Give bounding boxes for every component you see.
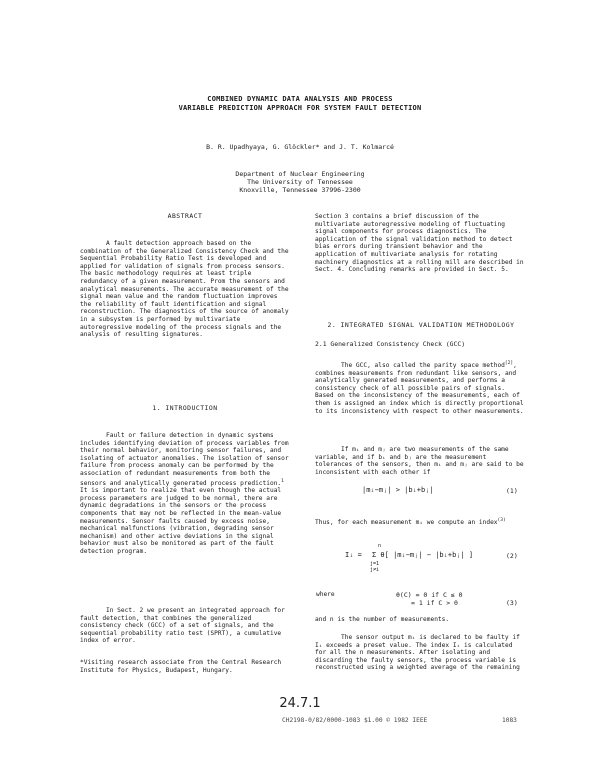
gcc-paragraph-3-block — [315, 517, 527, 527]
equation-2-lhs: Iᵢ = — [345, 551, 362, 559]
gcc-paragraph-4-block — [315, 634, 527, 672]
gcc-paragraph-1 — [315, 360, 527, 415]
gcc-p1-citation: [2] — [504, 361, 514, 366]
section-outline-text: Section 3 contains a brief discussion of the multivariate autoregressive modeling of fluctuating signal components for process diagnostics. The application of the signal validation method to detect bias errors during transient behavior and the application of multivariate analysis for rotating machinery diagnostics at a rolling mill are described in Sect. 4. Concluding remarks are provided in Sect. 5. — [315, 213, 524, 274]
abstract-heading: ABSTRACT — [167, 212, 203, 220]
equation-3-case-2: = 1 if C > 0 — [411, 599, 458, 607]
intro-paragraph-2: In Sect. 2 we present an integrated approach for fault detection, that combines the generalized consistency check (GCC) of a set of signals, and the sequential probability ratio test (SPRT), a cumulative index of error. — [80, 607, 285, 645]
gcc-p1-continued: , combines measurements from redundant like sensors, and analytically generated measurements, and performs a consistency check of all possible pairs of signals. Based on the inconsistency of the measurements, each of them is assigned an index which is directly proportional to its inconsistency with respect to other measurements. — [315, 362, 524, 415]
affiliation-university: The University of Tennessee — [247, 178, 353, 186]
right-column-intro — [315, 213, 527, 274]
after-equation-3-text: and n is the number of measurements. — [315, 616, 450, 623]
folio-number: 1083 — [502, 717, 517, 724]
where-label: where — [316, 591, 335, 598]
after-equation-3-block — [315, 616, 527, 624]
paper-title — [0, 95, 600, 113]
abstract-text: A fault detection approach based on the combination of the Generalized Consistency Check and the Sequential Probability Ratio Test is developed and applied for validation of signals from process sensors. The basic methodology requires at least triple redundancy of a given measurement. Prom the sensors and analytical measurements. The accurate measurement of the signal mean value and the random fluctuation improves the reliability of fault identification and signal reconstruction. The diagnostics of the source of anomaly in a subsystem is performed by multivariate autoregressive modeling of the process signals and the analysis of resulting signatures. — [80, 240, 289, 339]
affiliation-department: Department of Nuclear Engineering — [235, 170, 365, 178]
affiliation-city: Knoxville, Tennessee 37996-2300 — [239, 186, 361, 194]
gcc-p1-text: The GCC, also called the parity space method — [341, 362, 505, 370]
abstract-block — [80, 240, 290, 339]
intro-block-2 — [80, 607, 290, 645]
intro-p1-continued: It is important to realize that even though the actual process parameters are judged to be normal, there are dynamic degradations in the sensors or the process components that may not be reflected in the mean-value measurements. Sensor faults caused by excess noise, mechanical malfunctions (vibration, degrading sensor mechanism) and other active deviations in the signal behavior must also be monitored as part of the fault detection program. — [80, 487, 282, 555]
section-2-1-heading-block — [315, 341, 527, 349]
section-2-heading-block — [315, 322, 527, 330]
gcc-paragraph-3 — [315, 517, 527, 527]
title-line-2: VARIABLE PREDICTION APPROACH FOR SYSTEM FAULT DETECTION — [178, 104, 422, 112]
footnote: *Visiting research associate from the Central Research Institute for Physics, Budapest, Hungary. — [80, 659, 282, 674]
gcc-paragraph-2-block — [315, 446, 527, 476]
intro-block — [80, 432, 290, 556]
section-2-1-heading: 2.1 Generalized Consistency Check (GCC) — [315, 340, 466, 348]
equation-1-number: (1) — [506, 487, 518, 495]
gcc-p3-citation: (3) — [497, 518, 506, 523]
introduction-heading: 1. INTRODUCTION — [152, 404, 218, 412]
equation-3-number: (3) — [506, 599, 518, 607]
gcc-p3-text: Thus, for each measurement mᵢ we compute an index — [315, 519, 498, 527]
page-number: 24.7.1 — [279, 696, 321, 711]
author-list: B. R. Upadhyaya, G. Glöckler* and J. T. Kolmarcé — [206, 143, 394, 151]
gcc-paragraph-4: The sensor output mᵢ is declared to be faulty if Iᵢ exceeds a preset value. The index Iᵢ is calculated for all the n measurements. After isolating and discarding the faulty sensors, the process variable is reconstructed using a weighted average of the remaining — [315, 634, 520, 672]
intro-paragraph-1 — [80, 432, 290, 556]
equation-1: |mᵢ−mⱼ| > |bᵢ+bⱼ| — [362, 486, 434, 494]
section-2-heading: 2. INTEGRATED SIGNAL VALIDATION METHODOLOGY — [327, 321, 515, 329]
equation-2-upper-limit: n — [378, 543, 382, 549]
gcc-paragraph-1-block — [315, 360, 527, 415]
left-column — [80, 213, 290, 221]
intro-p1-citation: 1 — [281, 478, 284, 484]
equation-2-lower-limit: j=1 j≠i — [370, 561, 380, 573]
title-line-1: COMBINED DYNAMIC DATA ANALYSIS AND PROCESS — [207, 95, 393, 103]
intro-heading-block — [80, 405, 290, 413]
affiliation — [0, 170, 600, 194]
equation-2-sum: Σ θ[ |mᵢ−mⱼ| − |bᵢ+bⱼ| ] — [372, 551, 474, 559]
equation-3-case-1: θ(C) = 0 if C ≤ 0 — [396, 591, 463, 599]
gcc-paragraph-2: If mᵢ and mⱼ are two measurements of the same variable, and if bᵢ and bⱼ are the measurement tolerances of the sensors, then mᵢ and mⱼ are said to be inconsistent with each other if — [315, 446, 524, 476]
equation-2-number: (2) — [506, 552, 518, 560]
intro-p1-text: Fault or failure detection in dynamic systems includes identifying deviation of process variables from their normal behavior, monitoring sensor failures, and isolating of actuator anomalies. The isolation of sensor failure from process anomaly can be performed by the association of redundant measurements from both the sensors and analytically generated process prediction. — [80, 432, 289, 487]
copyright-imprint: CH2198-0/82/0000-1083 $1.00 © 1982 IEEE — [282, 717, 428, 724]
